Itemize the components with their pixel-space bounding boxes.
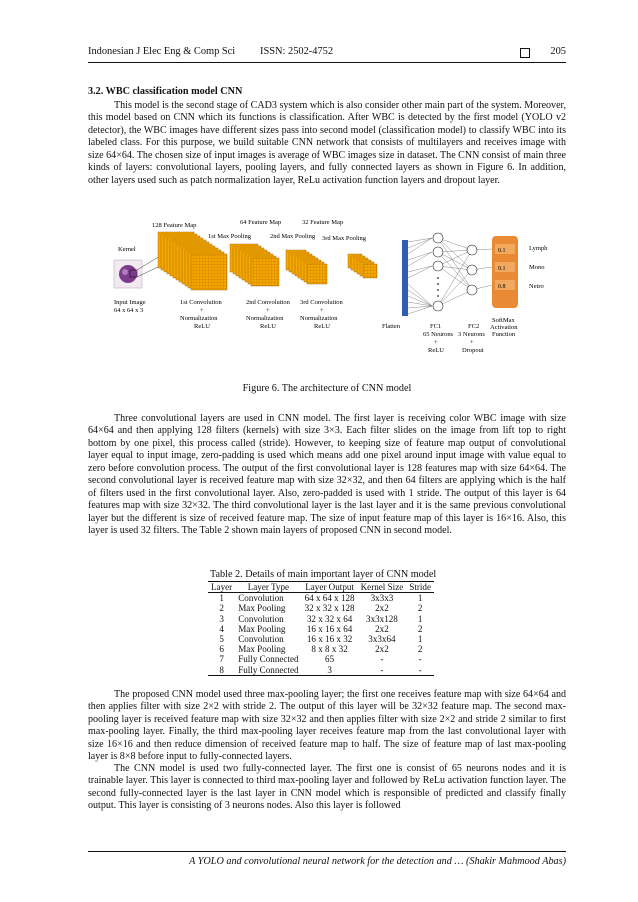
- table-cell: 2x2: [375, 623, 389, 634]
- fig-label-kernel: Kernel: [118, 246, 136, 253]
- table-cell: Max Pooling: [238, 603, 286, 614]
- table-cell: Max Pooling: [238, 623, 286, 634]
- class-label: Lymph: [529, 245, 548, 252]
- table-row: [208, 624, 434, 634]
- table-row: [208, 644, 434, 654]
- table-cell: 2: [417, 623, 423, 634]
- table-header: Layer: [211, 582, 233, 592]
- fig-label-relu: ReLU: [428, 347, 444, 354]
- neuron-node: [433, 261, 443, 271]
- table-row: [208, 665, 434, 676]
- table-cell: 3x3x3: [370, 593, 394, 604]
- feature-map-grid: [307, 264, 327, 284]
- neuron-node: [467, 245, 477, 255]
- table-cell: 3: [327, 664, 332, 675]
- table-cell: 2x2: [375, 644, 389, 655]
- table-header-row: [208, 582, 434, 593]
- checkbox-icon: [520, 48, 530, 58]
- paragraph-pooling: The proposed CNN model used three max-pooling layer; the first one receives feature map with size 64×64 and then applies filter with size 2×2 with stride 2. The output of this layer will be 32×32 feature map. The second max-pooling layer is received feature map with size 32×32 and then applies filter with size 2×2 and stride 2 similar to first max-pooling layer. Finally, the third max-pooling layer receives feature map from the last convolutional layer with size 16×16 and then reduce dimension of received feature map to half. The size of feature map of last max-pooling layer is 8×8 before input to fully-connected layers.: [88, 689, 566, 763]
- fig-label-relu: ReLU: [314, 323, 330, 330]
- flatten-bar: [402, 240, 408, 316]
- connection-line: [408, 306, 432, 308]
- feature-map-grid: [191, 254, 227, 290]
- fig-label-plus: +: [200, 307, 204, 314]
- wbc-cell-icon: [119, 265, 137, 283]
- table-cell: Convolution: [238, 634, 284, 645]
- table-cell: Fully Connected: [238, 664, 299, 675]
- table-cell: Max Pooling: [238, 644, 286, 655]
- fig-label-plus: +: [320, 307, 324, 314]
- fig-label-plus: +: [470, 339, 474, 346]
- footer-rule: [88, 851, 566, 852]
- ellipsis-dot: [437, 295, 439, 297]
- ellipsis-dot: [437, 283, 439, 285]
- connection-line: [408, 290, 432, 306]
- ellipsis-dot: [437, 289, 439, 291]
- softmax-value: 0.8: [498, 284, 506, 290]
- neuron-node: [467, 285, 477, 295]
- figure-caption: Figure 6. The architecture of CNN model: [242, 383, 412, 394]
- table-cell: 1: [219, 593, 224, 604]
- table-header: Stride: [409, 582, 431, 592]
- fig-label-plus: +: [266, 307, 270, 314]
- table-body: [208, 593, 434, 676]
- feature-map-grid: [363, 264, 377, 278]
- softmax-value: 0.1: [498, 248, 506, 254]
- ellipsis-dot: [437, 277, 439, 279]
- table-cell: 4: [219, 623, 224, 634]
- fig-label-activation: Activation: [490, 324, 518, 331]
- connection-line: [438, 238, 472, 290]
- fig-label-pool3: 3rd Max Pooling: [322, 235, 367, 242]
- table-cell: 2: [417, 644, 423, 655]
- fig-label-fm32: 32 Feature Map: [302, 219, 344, 226]
- connection-line: [408, 306, 432, 314]
- table-cell: 16 x 16 x 32: [306, 634, 353, 645]
- class-label: Mono: [529, 264, 545, 271]
- journal-name: Indonesian J Elec Eng & Comp Sci: [88, 46, 236, 57]
- fig-label-conv3: 3rd Convolution: [300, 299, 343, 306]
- neuron-node: [467, 265, 477, 275]
- table-cell: 6: [219, 644, 224, 655]
- fig-label-dropout: Dropout: [462, 347, 484, 354]
- table-row: [208, 634, 434, 644]
- table-cell: 64 x 64 x 128: [304, 593, 355, 604]
- paragraph-convolution: Three convolutional layers are used in CNN model. The first layer is receiving color WBC image with size 64×64 and then applying 128 filters (kernels) with size 3×3. Each filter slides on the image from lift top to right bottom by one pixel, this process called (stride). However, to keeping size of feature map output of convolutional layer equal to input image, zero-padding is used which means add one pixel around input image with value equal to zero before convolution process. The output of the first convolutional layer is 128 features map with size 64×64. The second convolutional layer is received feature map with size 32×32, and then 64 filters are applying which is the half of filters used in the first convolutional layer. Also, zero-padded is used with 1 stride. The output of this layer is 64 features map with size 32×32. The third convolutional layer is the last layer and it is the same previous convolutional layer but the different is size of received feature map. The size of input feature map of this layer is 16×16. Also, this layer is used 32 filters. The Table 2 shown main layers of proposed CNN in second model.: [88, 413, 566, 537]
- fig-label-fc2: FC2: [468, 323, 480, 330]
- table-cell: 3: [219, 613, 224, 624]
- fig-label-softmax: SoftMax: [492, 317, 515, 324]
- table-header: Layer Type: [247, 582, 290, 592]
- connection-line: [408, 238, 432, 242]
- feature-map-grid: [251, 258, 279, 286]
- table-header: Kernel Size: [360, 582, 404, 592]
- table-cell: 1: [417, 593, 423, 604]
- table-cell: Fully Connected: [238, 654, 299, 665]
- running-header: [88, 46, 566, 60]
- layers-table: [208, 581, 434, 676]
- page-number: 205: [550, 46, 566, 57]
- connection-line: [438, 238, 472, 250]
- table-cell: 2x2: [375, 603, 389, 614]
- fully-connected-network: [408, 233, 492, 314]
- fig-label-input: Input Image: [114, 299, 146, 306]
- fig-label-function: Function: [492, 331, 516, 338]
- fig-label-relu: ReLU: [194, 323, 210, 330]
- table-cell: 3x3x64: [368, 634, 396, 645]
- table-header: Layer Output: [305, 582, 354, 592]
- paragraph-intro: This model is the second stage of CAD3 system which is also consider other main part of the system. Moreover, this model based on CNN which its functions is classification. After WBC is detected by the first model (YOLO v2 detector), the WBC images have different sizes pass into second model (classification model) to classify WBC into its labeled class. For this purpose, we build suitable CNN network that consists of multilayers and receives image with size 64×64. The chosen size of input images is average of WBC images size in dataset. The CNN consist of main three kinds of layers: convolutional layers, pooling layers, and fully connected layers as shown in Figure 6. In addition, other layers used such as patch normalization layer, ReLu activation function layers and dropout layer.: [88, 100, 566, 186]
- table-cell: -: [418, 654, 422, 665]
- table-cell: 32 x 32 x 128: [304, 603, 355, 614]
- connection-line: [408, 266, 432, 278]
- fig-label-pool2: 2nd Max Pooling: [270, 233, 316, 240]
- table-cell: -: [418, 664, 422, 675]
- header-rule: [88, 62, 566, 63]
- table-cell: -: [380, 664, 384, 675]
- table-cell: 7: [219, 654, 224, 665]
- table-cell: 32 x 32 x 64: [306, 613, 353, 624]
- issn: ISSN: 2502-4752: [260, 46, 334, 57]
- neuron-node: [433, 233, 443, 243]
- fig-label-relu: ReLU: [260, 323, 276, 330]
- connection-line: [408, 266, 432, 272]
- table-caption: Table 2. Details of main important layer of CNN model: [210, 569, 437, 580]
- table-cell: 8 x 8 x 32: [311, 644, 348, 655]
- fig-label-fc2-neurons: 3 Neurons: [458, 331, 485, 338]
- table-cell: 16 x 16 x 64: [306, 623, 353, 634]
- connection-line: [408, 238, 432, 254]
- neuron-node: [433, 247, 443, 257]
- table-row: [208, 593, 434, 604]
- fig-label-norm: Normalization: [246, 315, 284, 322]
- fig-label-fc1-neurons: 65 Neurons: [423, 331, 454, 338]
- section-title: 3.2. WBC classification model CNN: [88, 86, 243, 97]
- fig-label-conv2: 2nd Convolution: [246, 299, 290, 306]
- fig-label-fc1: FC1: [430, 323, 442, 330]
- table-cell: 2: [417, 603, 423, 614]
- fig-label-norm: Normalization: [300, 315, 338, 322]
- fig-label-conv1: 1st Convolution: [180, 299, 222, 306]
- table-cell: 1: [417, 613, 423, 624]
- connection-line: [438, 270, 472, 306]
- connection-line: [408, 238, 432, 248]
- cnn-architecture-figure: [100, 210, 556, 378]
- table-cell: 2: [219, 603, 224, 614]
- table-cell: 8: [219, 664, 224, 675]
- table-cell: 65: [325, 654, 335, 665]
- fig-label-fm64: 64 Feature Map: [240, 219, 282, 226]
- connection-line: [438, 290, 472, 306]
- table-cell: Convolution: [238, 613, 284, 624]
- running-footer: A YOLO and convolutional neural network for the detection and … (Shakir Mahmood Abas): [189, 856, 566, 867]
- table-cell: Convolution: [238, 593, 284, 604]
- wbc-nucleus-icon: [122, 269, 128, 275]
- connection-line: [438, 250, 472, 306]
- table-row: [208, 603, 434, 613]
- table-row: [208, 654, 434, 664]
- neuron-node: [433, 301, 443, 311]
- softmax-value: 0.1: [498, 266, 506, 272]
- class-label: Netro: [529, 283, 544, 290]
- fig-label-norm: Normalization: [180, 315, 218, 322]
- table-cell: 1: [417, 634, 423, 645]
- table-cell: 3x3x128: [366, 613, 398, 624]
- connection-line: [408, 252, 432, 266]
- fig-label-fm128: 128 Feature Map: [152, 222, 197, 229]
- fig-label-input-size: 64 x 64 x 3: [114, 307, 144, 314]
- fig-label-pool1: 1st Max Pooling: [208, 233, 251, 240]
- paragraph-fully-connected: The CNN model is used two fully-connected layer. The first one is consist of 65 neurons nodes and it is trainable layer. This layer is connected to third max-pooling layer and followed by ReLu activation function layer. The second fully-connected layer is the last layer in CNN model which is responsible of predicted and classify finally output. This layer is consisting of 3 neurons nodes. Also this layer is followed: [88, 763, 566, 812]
- connection-line: [408, 296, 432, 306]
- fig-label-plus: +: [434, 339, 438, 346]
- table-cell: 5: [219, 634, 224, 645]
- table-row: [208, 614, 434, 624]
- fig-label-flatten: Flatten: [382, 323, 401, 330]
- table-cell: -: [380, 654, 384, 665]
